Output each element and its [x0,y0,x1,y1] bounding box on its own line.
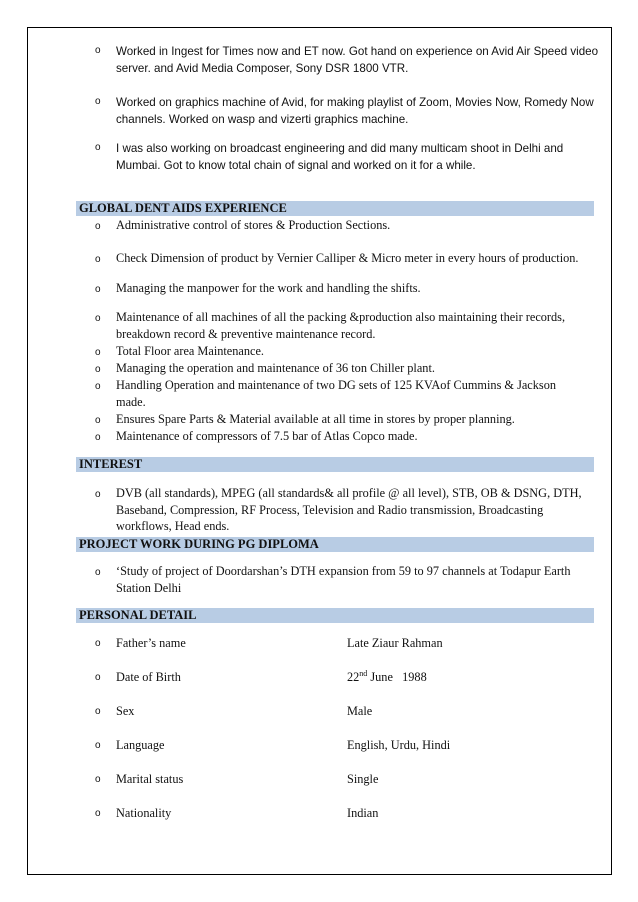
section-heading-interest: INTEREST [76,457,594,472]
bullet-marker: o [95,381,101,392]
global-dent-item-8: Ensures Spare Parts & Material available at all time in stores by proper planning. [116,412,515,426]
global-dent-item-3: Managing the manpower for the work and handling the shifts. [116,281,421,295]
personal-label-marital: Marital status [116,772,184,786]
bullet-marker: o [95,364,101,375]
global-dent-item-4: Maintenance of all machines of all the packing &production also maintaining their records, breakdown record & preventive maintenance record. [116,310,566,341]
bullet-marker: o [95,313,101,324]
personal-value-father: Late Ziaur Rahman [347,636,443,650]
global-dent-item-6: Managing the operation and maintenance of 36 ton Chiller plant. [116,361,435,375]
global-dent-item-1: Administrative control of stores & Production Sections. [116,218,391,232]
global-dent-item-9: Maintenance of compressors of 7.5 bar of Atlas Copco made. [116,429,418,443]
personal-label-father: Father’s name [116,636,186,650]
section-heading-personal: PERSONAL DETAIL [76,608,594,623]
personal-value-dob [347,669,427,685]
bullet-marker: o [95,706,101,717]
work-item-2: Worked on graphics machine of Avid, for making playlist of Zoom, Movies Now, Romedy Now channels. Worked on wasp and vizerti graphics machine. [116,96,594,126]
work-item-1: Worked in Ingest for Times now and ET now. Got hand on experience on Avid Air Speed video server. and Avid Media Composer, Sony DSR 1800 VTR. [116,45,599,75]
personal-label-nationality: Nationality [116,806,172,820]
bullet-marker: o [95,284,101,295]
dob-suffix: nd [359,668,368,678]
bullet-marker: o [95,638,101,649]
bullet-marker: o [95,432,101,443]
personal-label-sex: Sex [116,704,135,718]
bullet-marker: o [95,347,101,358]
bullet-marker: o [95,221,101,232]
bullet-marker: o [95,774,101,785]
personal-value-nationality: Indian [347,806,379,820]
bullet-marker: o [95,740,101,751]
bullet-marker: o [95,489,101,500]
bullet-marker: o [95,567,101,578]
interest-item-1: DVB (all standards), MPEG (all standards& all profile @ all level), STB, OB & DSNG, DTH, Baseband, Compression, RF Process, Television and Radio transmission, Broadcasting workflows, Head ends. [116,486,582,533]
bullet-marker: o [95,45,101,56]
work-item-3: I was also working on broadcast engineering and did many multicam shoot in Delhi and Mumbai. Got to know total chain of signal and worked on it for a while. [116,142,564,172]
section-heading-global-dent: GLOBAL DENT AIDS EXPERIENCE [76,201,594,216]
bullet-marker: o [95,672,101,683]
global-dent-item-2: Check Dimension of product by Vernier Calliper & Micro meter in every hours of production. [116,251,579,265]
bullet-marker: o [95,142,101,153]
project-item-1: ‘Study of project of Doordarshan’s DTH expansion from 59 to 97 channels at Todapur Earth Station Delhi [116,564,571,595]
personal-value-language: English, Urdu, Hindi [347,738,451,752]
bullet-marker: o [95,254,101,265]
personal-value-marital: Single [347,772,379,786]
bullet-marker: o [95,415,101,426]
bullet-marker: o [95,808,101,819]
personal-label-language: Language [116,738,165,752]
personal-label-dob: Date of Birth [116,670,181,684]
section-heading-project: PROJECT WORK DURING PG DIPLOMA [76,537,594,552]
global-dent-item-7: Handling Operation and maintenance of two DG sets of 125 KVAof Cummins & Jackson made. [116,378,556,409]
dob-day: 22 [347,670,360,684]
global-dent-item-5: Total Floor area Maintenance. [116,344,265,358]
bullet-marker: o [95,96,101,107]
dob-month-year: June 1988 [367,670,427,684]
personal-value-sex: Male [347,704,373,718]
